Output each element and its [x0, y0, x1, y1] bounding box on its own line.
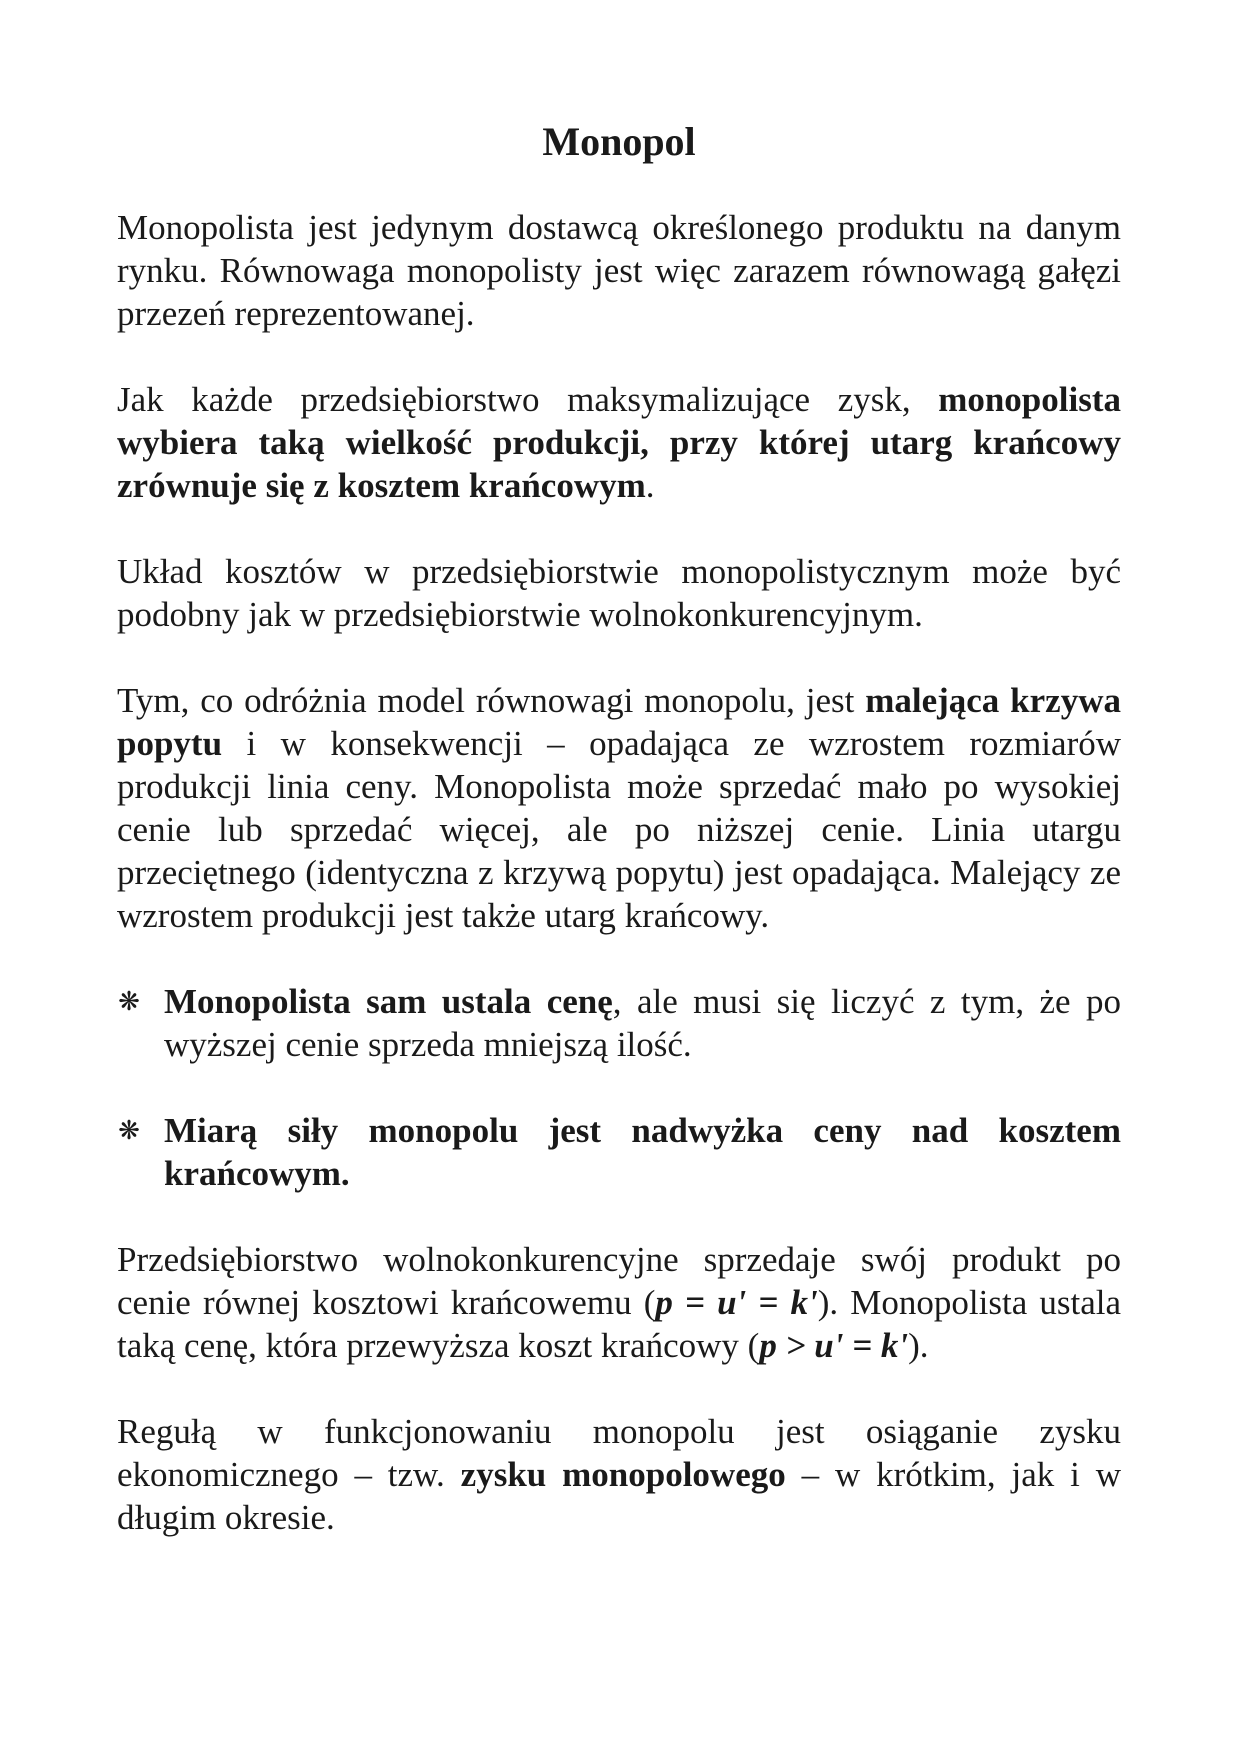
- bullet-item-monopoly-power: [117, 1109, 1121, 1195]
- bold-rule: monopolista wybiera taką wielkość produkcji, przy której utarg krańcowy zrównuje się z kosztem krańcowym: [117, 380, 1121, 505]
- text-segment: Przedsiębiorstwo wolnokonkurencyjne sprzedaje swój produkt po cenie równej kosztowi krańcowemu (: [117, 1240, 1121, 1322]
- bullet-item-price-setting: [117, 980, 1121, 1066]
- bold-monopoly-profit: zysku monopolowego: [460, 1455, 786, 1494]
- paragraph-price-comparison: [117, 1238, 1121, 1367]
- bold-monopoly-power: Miarą siły monopolu jest nadwyżka ceny nad kosztem krańcowym.: [164, 1111, 1121, 1193]
- text-segment: i w konsekwencji – opadająca ze wzrostem rozmiarów produkcji linia ceny. Monopolista może sprzedać mało po wysokiej cenie lub sprzedać więcej, ale po niższej cenie. Linia utargu przeciętnego (identyczna z krzywą popytu) jest opadająca. Malejący ze wzrostem produkcji jest także utarg krańcowy.: [117, 724, 1121, 935]
- text-segment: Tym, co odróżnia model równowagi monopolu, jest: [117, 681, 866, 720]
- text-segment: Jak każde przedsiębiorstwo maksymalizujące zysk,: [117, 380, 939, 419]
- asterisk-bullet-icon: ❋: [118, 1116, 140, 1145]
- paragraph-profit-maximization: [117, 378, 1121, 507]
- text-segment: ). Monopolista ustala taką cenę, która przewyższa koszt krańcowy (: [117, 1283, 1122, 1365]
- bold-demand-curve: malejąca krzywa popytu: [117, 681, 1121, 763]
- formula-competitive: p = u' = k': [655, 1283, 818, 1322]
- text-segment: .: [645, 466, 655, 505]
- document-page: [117, 118, 1121, 1582]
- paragraph-definition: Monopolista jest jedynym dostawcą określonego produktu na danym rynku. Równowaga monopolisty jest więc zarazem równowagą gałęzi przezeń reprezentowanej.: [117, 208, 1121, 333]
- paragraph-cost-structure: Układ kosztów w przedsiębiorstwie monopolistycznym może być podobny jak w przedsiębiorstwie wolnokonkurencyjnym.: [117, 552, 1121, 634]
- formula-monopoly: p > u' = k': [759, 1326, 909, 1365]
- text-segment: – w krótkim, jak i w długim okresie.: [117, 1455, 1121, 1537]
- text-segment: ).: [908, 1326, 929, 1365]
- text-segment: Regułą w funkcjonowaniu monopolu jest osiąganie zysku ekonomicznego – tzw.: [117, 1412, 1121, 1494]
- page-title: Monopol: [542, 119, 696, 164]
- asterisk-bullet-icon: ❋: [118, 987, 140, 1016]
- bold-price-setting: Monopolista sam ustala cenę: [164, 982, 613, 1021]
- paragraph-demand-curve: [117, 679, 1121, 937]
- text-segment: , ale musi się liczyć z tym, że po wyższej cenie sprzeda mniejszą ilość.: [164, 982, 1121, 1064]
- paragraph-monopoly-profit: [117, 1410, 1121, 1539]
